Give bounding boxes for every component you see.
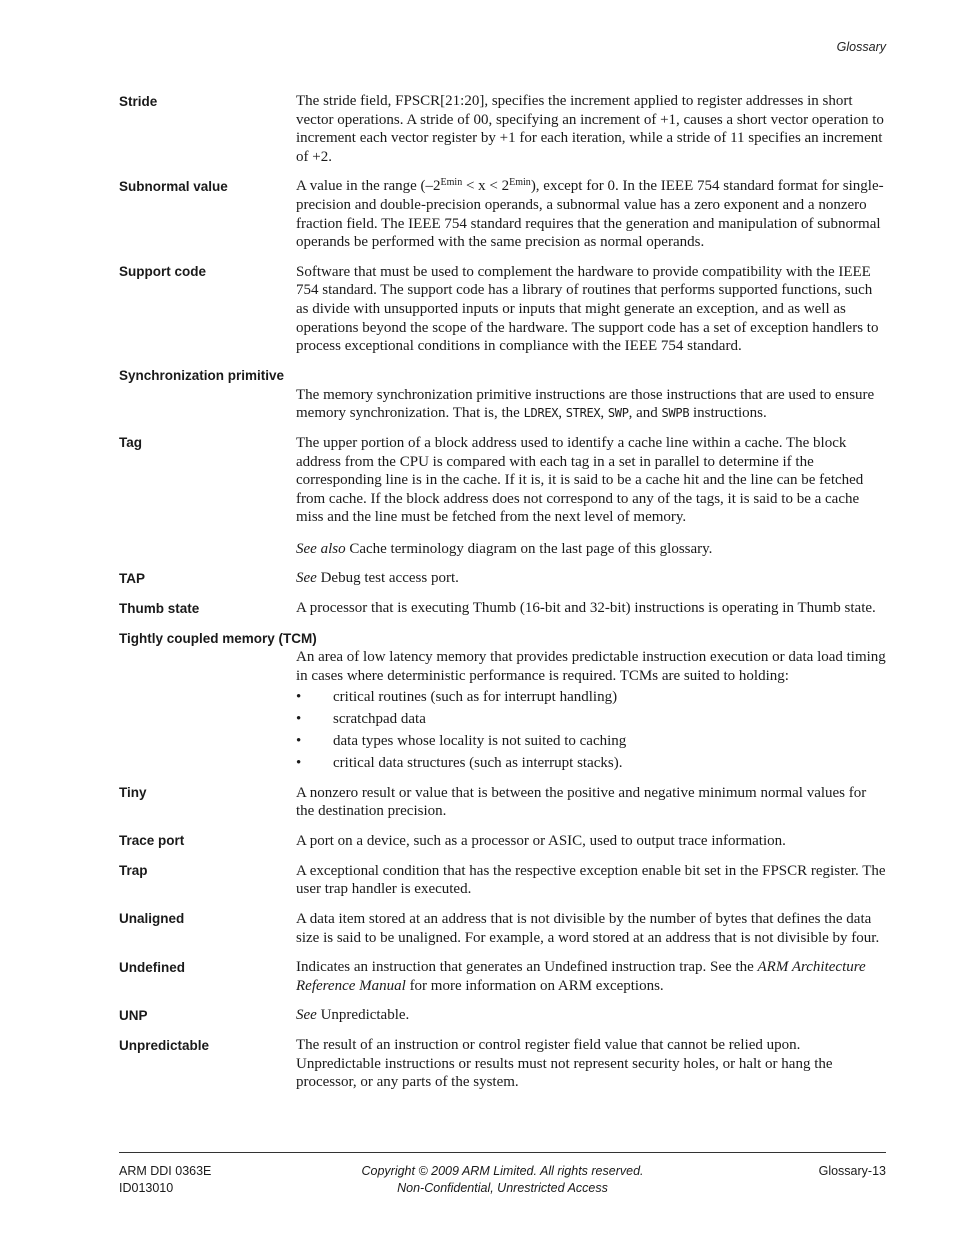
manual-reference: ARM Architecture Reference Manual	[296, 959, 866, 994]
code-swp: SWP	[607, 406, 629, 421]
glossary-entry-tap	[119, 569, 887, 588]
definition: The memory synchronization primitive instructions are those instructions that are used to ensure memory synchronization. That is, the LDREX, STREX, SWP, and SWPB instructions.	[296, 386, 875, 422]
definition: A processor that is executing Thumb (16-bit and 32-bit) instructions is operating in Thumb state.	[296, 600, 876, 617]
definition: A exceptional condition that has the respective exception enable bit set in the FPSCR register. The user trap handler is executed.	[296, 862, 886, 898]
glossary-entry-tcm	[119, 629, 887, 772]
term: Synchronization primitive	[119, 368, 285, 384]
definition: A port on a device, such as a processor or ASIC, used to output trace information.	[296, 832, 786, 849]
glossary-entry-subnormal-value	[119, 177, 887, 251]
code-ldrex: LDREX	[523, 406, 559, 421]
term: UNP	[119, 1007, 148, 1023]
term: Tag	[119, 435, 142, 451]
bullet-icon: •	[296, 688, 302, 705]
footer-legal	[119, 1163, 886, 1196]
cross-reference: Unpredictable.	[316, 1007, 410, 1024]
bullet-list	[296, 688, 887, 773]
glossary-entry-synchronization-primitive	[119, 367, 887, 423]
glossary-entry-unp	[119, 1006, 887, 1025]
cross-reference: Debug test access port.	[316, 570, 459, 587]
list-item: • scratchpad data	[296, 710, 426, 727]
term: Undefined	[119, 959, 185, 975]
definition: The result of an instruction or control register field value that cannot be relied upon. Unpredictable instructions or results must not represent security holes, or halt or hang the processor, or any parts of the system.	[296, 1037, 833, 1091]
definition: An area of low latency memory that provides predictable instruction execution or data load timing in cases where deterministic performance is required. TCMs are suited to holding: • critical routines (such as for interrupt handling) • scratchpad data • data types whose locality is not suited to caching • critical data structures (such as interrupt stacks).	[296, 649, 886, 771]
term: Unaligned	[119, 911, 185, 927]
see-also-label: See also	[296, 540, 346, 557]
definition: The upper portion of a block address used to identify a cache line within a cache. The block address from the CPU is compared with each tag in a set in parallel to determine if the corresponding line is in the cache. If it is, it is said to be a cache hit and the line can be fetched from cache. If the block address does not correspond to any of the tags, it is said to be a cache miss and the line must be fetched from the next level of memory. See also Cache terminology diagram on the last page of this glossary.	[296, 434, 864, 557]
list-item: • critical data structures (such as interrupt stacks).	[296, 754, 623, 771]
glossary-entry-tag	[119, 434, 887, 559]
definition: See Unpredictable.	[296, 1007, 410, 1024]
definition: A value in the range $(-2^{Emin} < x < 2^{Emin})$, except for 0. In the IEEE 754 standard format for single-precision and double-precision operands, a subnormal value has a zero exponent and a nonzero fraction field. The IEEE 754 standard requires that the generation and manipulation of subnormal operands be performed with the same precision as normal operands.	[296, 177, 884, 251]
footer-divider	[119, 1152, 886, 1153]
definition: A nonzero result or value that is between the positive and negative minimum normal values for the destination precision.	[296, 784, 867, 820]
glossary-entry-tiny	[119, 784, 887, 821]
page-number: Glossary-13	[818, 1164, 886, 1178]
definition: The stride field, FPSCR[21:20], specifies the increment applied to register addresses in short vector operations. A stride of 00, specifying an increment of +1, causes a short vector operation to increment each vector register by +1 for each iteration, while a stride of 11 specifies an increment of +2.	[296, 93, 884, 165]
glossary-entry-undefined	[119, 958, 887, 995]
glossary-entry-stride	[119, 92, 887, 166]
doc-id: ARM DDI 0363E	[119, 1164, 212, 1178]
code-strex: STREX	[565, 406, 601, 421]
definition: Software that must be used to complement the hardware to provide compatibility with the IEEE 754 standard. The support code has a library of routines that performs supported functions, such as divide with unsupported inputs or inputs that might generate an exception, and as well as operations beyond the scope of the hardware. The support code has a set of exception handlers to process exceptional conditions in compliance with the IEEE 754 standard.	[296, 263, 879, 355]
glossary-entry-trace-port	[119, 832, 887, 851]
term: Support code	[119, 264, 206, 280]
bullet-icon: •	[296, 710, 302, 727]
glossary-list	[119, 92, 887, 1103]
bullet-icon: •	[296, 732, 302, 749]
glossary-entry-unaligned	[119, 910, 887, 947]
term: Trace port	[119, 833, 185, 849]
definition: Indicates an instruction that generates an Undefined instruction trap. See the ARM Architecture Reference Manual for more information on ARM exceptions.	[296, 959, 866, 994]
glossary-entry-unpredictable	[119, 1036, 887, 1092]
definition: A data item stored at an address that is not divisible by the number of bytes that defines the data size is said to be unaligned. For example, a word stored at an address that is not divisible by four.	[296, 910, 880, 946]
term: Stride	[119, 93, 158, 109]
glossary-entry-support-code	[119, 263, 887, 356]
term: Subnormal value	[119, 178, 228, 194]
release-id: ID013010	[119, 1180, 174, 1195]
term: TAP	[119, 570, 145, 586]
access-level: Non-Confidential, Unrestricted Access	[397, 1180, 608, 1195]
term: Trap	[119, 863, 148, 879]
term: Unpredictable	[119, 1037, 210, 1053]
term: Thumb state	[119, 600, 200, 616]
term: Tiny	[119, 785, 147, 801]
code-swpb: SWPB	[661, 406, 690, 421]
bullet-icon: •	[296, 754, 302, 771]
definition: See Debug test access port.	[296, 570, 459, 587]
see-also-link: Cache terminology diagram on the last page of this glossary.	[345, 540, 713, 557]
running-header: Glossary	[836, 40, 886, 54]
list-item: • data types whose locality is not suited to caching	[296, 732, 627, 749]
term: Tightly coupled memory (TCM)	[119, 630, 317, 646]
glossary-entry-trap	[119, 862, 887, 899]
list-item: • critical routines (such as for interrupt handling)	[296, 688, 618, 705]
glossary-entry-thumb-state	[119, 599, 887, 618]
copyright: Copyright © 2009 ARM Limited. All rights reserved.	[361, 1164, 644, 1178]
